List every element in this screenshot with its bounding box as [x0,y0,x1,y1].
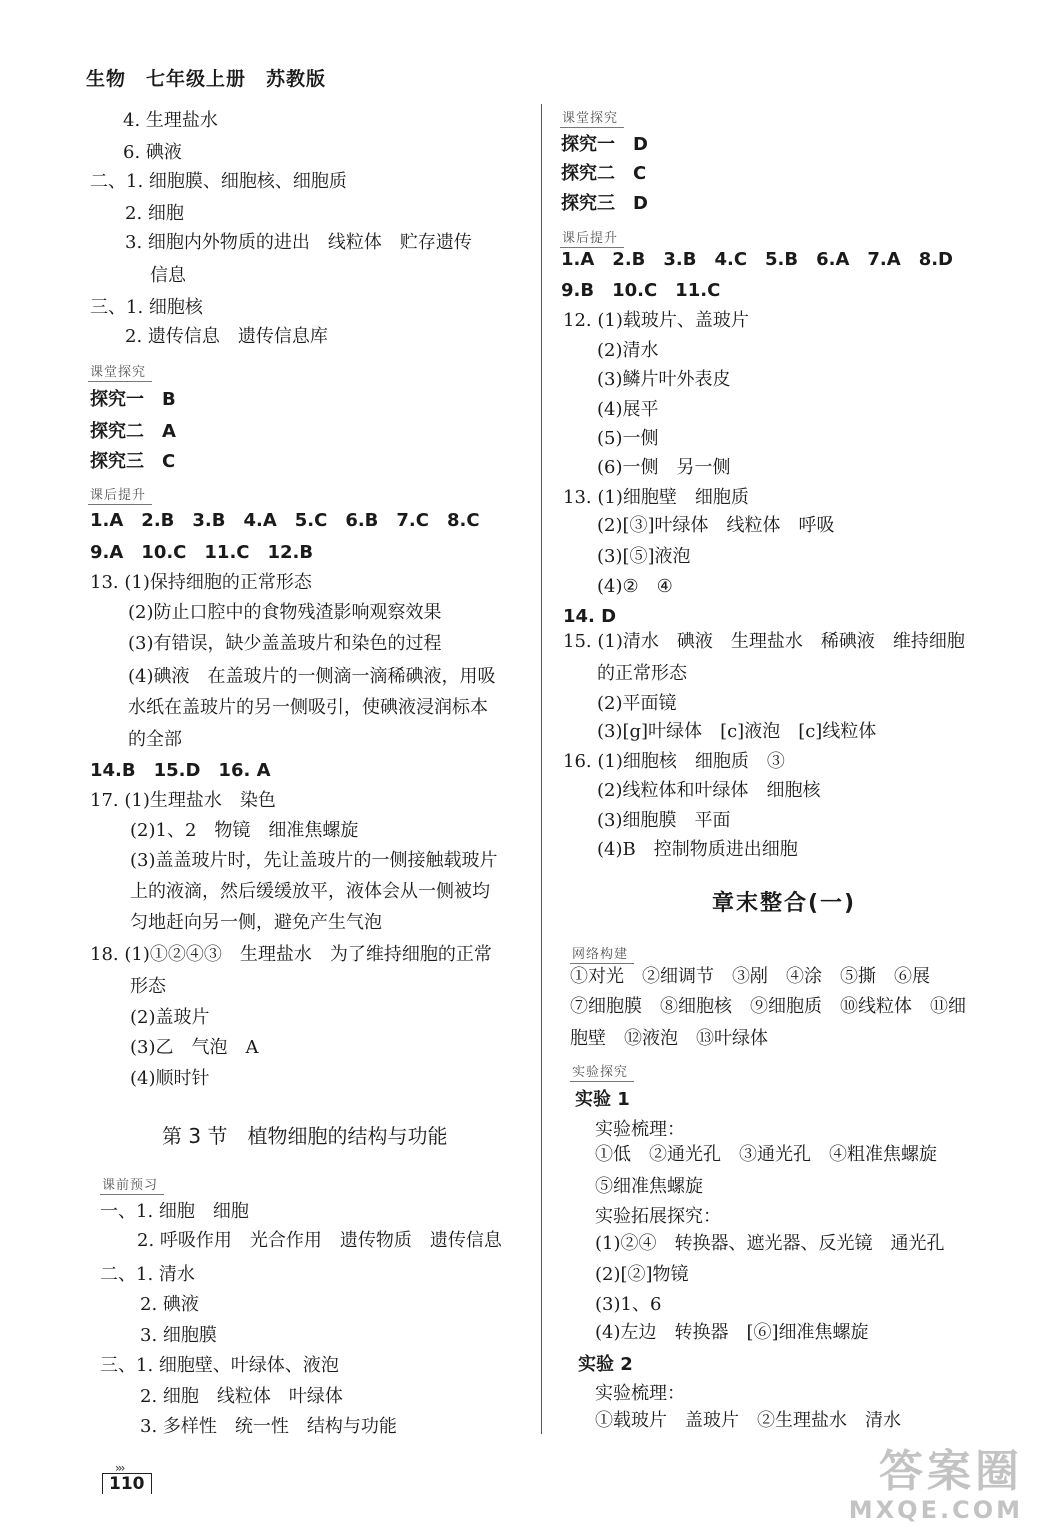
answer-line: 3. 多样性 统一性 结构与功能 [140,1416,397,1437]
explore-answer: 探究三 C [90,451,176,472]
page-header: 生物 七年级上册 苏教版 [86,68,327,90]
answer-line: 14. D [563,606,617,627]
answer-line: (4)② ④ [597,576,673,597]
answer-line: 实验 2 [578,1354,633,1375]
answer-line: 水纸在盖玻片的另一侧吸引，使碘液浸润标本 [128,697,488,718]
answer-line: 上的液滴，然后缓缓放平，液体会从一侧被均 [130,881,490,902]
answer-line: 1.A 2.B 3.B 4.C 5.B 6.A 7.A 8.D [561,249,954,270]
answer-line: ①低 ②通光孔 ③通光孔 ④粗准焦螺旋 [595,1144,937,1165]
answer-line: (4)顺时针 [130,1068,210,1089]
answer-line: 一、1. 细胞 细胞 [100,1201,249,1222]
answer-line: (3)[g]叶绿体 [c]液泡 [c]线粒体 [597,721,877,742]
answer-line: 胞壁 ⑫液泡 ⑬叶绿体 [570,1028,768,1049]
section-tag: 实验探究 [570,1061,634,1082]
answer-line: ①载玻片 盖玻片 ②生理盐水 清水 [595,1410,901,1431]
explore-answer: 探究一 D [561,134,648,155]
answer-line: 形态 [130,976,166,997]
answer-line: (3)鳞片叶外表皮 [597,369,731,390]
answer-line: 3. 细胞膜 [140,1325,217,1346]
answer-line: (4)展平 [597,399,659,420]
answer-line: (1)②④ 转换器、遮光器、反光镜 通光孔 [595,1233,945,1254]
page-number: 110 [102,1473,152,1494]
page-arrow-icon: ››› [115,1461,124,1475]
answer-line: 14.B 15.D 16. A [90,760,271,781]
explore-answer: 探究一 B [90,389,176,410]
watermark-text: 答案圈 [879,1446,1023,1497]
answer-line: (6)一侧 另一侧 [597,457,731,478]
chapter-title: 章末整合(一) [712,891,857,916]
section-tag: 课后提升 [560,227,624,248]
answer-line: 15. (1)清水 碘液 生理盐水 稀碘液 维持细胞 [563,631,965,652]
answer-line: 4. 生理盐水 [123,110,218,131]
answer-line: 的全部 [128,729,182,750]
answer-line: 二、1. 细胞膜、细胞核、细胞质 [90,171,347,192]
answer-line: 13. (1)保持细胞的正常形态 [90,572,312,593]
answer-line: (3)1、6 [595,1294,662,1315]
answer-line: 2. 细胞 [125,203,184,224]
watermark-url: MXQE.COM [848,1496,1023,1524]
answer-line: (2)盖玻片 [130,1007,210,1028]
answer-line: (3)乙 气泡 A [130,1037,259,1058]
answer-line: 实验梳理： [595,1383,685,1404]
answer-line: (2)防止口腔中的食物残渣影响观察效果 [128,602,442,623]
answer-line: (5)一侧 [597,428,659,449]
section-tag: 课后提升 [88,484,152,505]
answer-line: 6. 碘液 [123,142,182,163]
answer-line: 13. (1)细胞壁 细胞质 [563,487,749,508]
answer-line: (2)1、2 物镜 细准焦螺旋 [130,820,359,841]
answer-line: 实验拓展探究： [595,1206,721,1227]
answer-line: 实验梳理： [595,1119,685,1140]
column-divider [541,104,542,1434]
answer-line: ⑦细胞膜 ⑧细胞核 ⑨细胞质 ⑩线粒体 ⑪细 [570,996,966,1017]
explore-answer: 探究二 C [561,163,647,184]
section-tag: 课堂探究 [88,361,152,382]
answer-line: 信息 [150,265,186,286]
answer-line: 16. (1)细胞核 细胞质 ③ [563,751,785,772]
answer-line: (4)左边 转换器 [⑥]细准焦螺旋 [595,1322,869,1343]
answer-line: (4)B 控制物质进出细胞 [597,839,798,860]
answer-line: 2. 细胞 线粒体 叶绿体 [140,1386,343,1407]
answer-line: 12. (1)载玻片、盖玻片 [563,310,749,331]
answer-line: (2)平面镜 [597,693,677,714]
answer-line: (3)有错误，缺少盖盖玻片和染色的过程 [128,633,442,654]
answer-line: 9.A 10.C 11.C 12.B [90,542,314,563]
answer-line: 三、1. 细胞核 [90,297,203,318]
answer-line: 1.A 2.B 3.B 4.A 5.C 6.B 7.C 8.C [90,510,480,531]
section-tag: 网络构建 [570,943,634,964]
answer-line: 3. 细胞内外物质的进出 线粒体 贮存遗传 [125,232,472,253]
section-tag: 课堂探究 [560,107,624,128]
answer-line: 18. (1)①②④③ 生理盐水 为了维持细胞的正常 [90,944,492,965]
answer-line: 2. 呼吸作用 光合作用 遗传物质 遗传信息 [137,1230,502,1251]
section-tag: 课前预习 [100,1174,164,1195]
answer-line: (2)[③]叶绿体 线粒体 呼吸 [597,515,835,536]
answer-line: (2)[②]物镜 [595,1264,689,1285]
watermark-logo [849,1448,1023,1524]
section-title: 第 3 节 植物细胞的结构与功能 [162,1124,448,1148]
answer-line: 9.B 10.C 11.C [561,280,721,301]
answer-line: (3)细胞膜 平面 [597,810,731,831]
answer-line: (3)[⑤]液泡 [597,546,691,567]
answer-line: 二、1. 清水 [100,1264,195,1285]
explore-answer: 探究二 A [90,421,176,442]
answer-line: 的正常形态 [597,663,687,684]
answer-line: 匀地赶向另一侧，避免产生气泡 [130,912,382,933]
answer-line: ⑤细准焦螺旋 [595,1176,703,1197]
answer-line: (3)盖盖玻片时，先让盖玻片的一侧接触载玻片 [130,850,498,871]
explore-answer: 探究三 D [561,193,648,214]
answer-line: 实验 1 [575,1089,630,1110]
answer-line: 三、1. 细胞壁、叶绿体、液泡 [100,1355,339,1376]
answer-line: 2. 碘液 [140,1294,199,1315]
answer-line: 2. 遗传信息 遗传信息库 [125,326,328,347]
answer-line: (2)线粒体和叶绿体 细胞核 [597,780,821,801]
answer-line: ①对光 ②细调节 ③剐 ④涂 ⑤撕 ⑥展 [570,966,930,987]
answer-line: (2)清水 [597,340,659,361]
answer-line: 17. (1)生理盐水 染色 [90,790,276,811]
answer-line: (4)碘液 在盖玻片的一侧滴一滴稀碘液，用吸 [128,666,496,687]
